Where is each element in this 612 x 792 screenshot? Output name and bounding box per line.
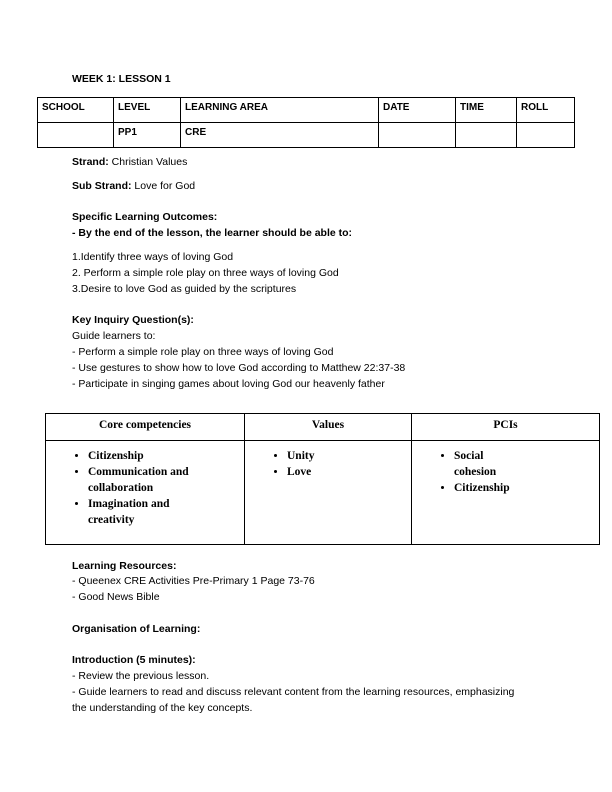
cell-learning-area: CRE [181, 123, 379, 148]
header-roll: ROLL [517, 98, 575, 123]
kiq-line: Guide learners to: [72, 330, 156, 342]
sub-strand-label: Sub Strand: [72, 180, 132, 192]
list-item: • Communication and collaboration [88, 464, 208, 496]
values-cell [245, 441, 412, 545]
kiq-heading: Key Inquiry Question(s): [72, 314, 194, 326]
cell-school [38, 123, 114, 148]
strand-value: Christian Values [108, 156, 188, 168]
list-item: • Unity [287, 448, 410, 464]
introduction-line: - Guide learners to read and discuss relevant content from the learning resources, emphasizing [72, 686, 515, 698]
slo-item: 1.Identify three ways of loving God [72, 251, 234, 263]
core-competencies-list [47, 448, 243, 528]
header-pcis: PCIs [412, 414, 600, 441]
values-list [246, 448, 410, 480]
cell-date [379, 123, 456, 148]
introduction-line: the understanding of the key concepts. [72, 702, 253, 714]
slo-item: 2. Perform a simple role play on three ways of loving God [72, 267, 339, 279]
cell-roll [517, 123, 575, 148]
header-learning-area: LEARNING AREA [181, 98, 379, 123]
competencies-table [45, 413, 600, 545]
pcis-list [413, 448, 598, 496]
core-competencies-cell [46, 441, 245, 545]
organisation-heading: Organisation of Learning: [72, 623, 201, 635]
kiq-line: - Participate in singing games about loving God our heavenly father [72, 378, 385, 390]
resource-item: - Good News Bible [72, 591, 160, 603]
sub-strand-line [72, 178, 195, 194]
header-values: Values [245, 414, 412, 441]
resources-heading: Learning Resources: [72, 560, 177, 572]
info-header-row [38, 98, 575, 123]
header-time: TIME [456, 98, 517, 123]
info-data-row [38, 123, 575, 148]
cell-time [456, 123, 517, 148]
week-title: WEEK 1: LESSON 1 [72, 73, 171, 85]
pcis-cell [412, 441, 600, 545]
cell-level: PP1 [114, 123, 181, 148]
list-item: • Imagination and creativity [88, 496, 188, 528]
introduction-line: - Review the previous lesson. [72, 670, 210, 682]
list-item: • Love [287, 464, 410, 480]
slo-intro: - By the end of the lesson, the learner should be able to: [72, 227, 353, 239]
list-item: • Citizenship [88, 448, 243, 464]
header-school: SCHOOL [38, 98, 114, 123]
header-core-competencies: Core competencies [46, 414, 245, 441]
list-item: • Citizenship [454, 480, 598, 496]
sub-strand-value: Love for God [131, 180, 196, 192]
lesson-info-table [37, 97, 575, 148]
slo-item: 3.Desire to love God as guided by the scriptures [72, 283, 297, 295]
strand-line [72, 154, 187, 170]
introduction-heading: Introduction (5 minutes): [72, 654, 196, 666]
competencies-body-row [46, 441, 600, 545]
competencies-header-row [46, 414, 600, 441]
resource-item: - Queenex CRE Activities Pre-Primary 1 Page 73-76 [72, 575, 315, 587]
kiq-line: - Perform a simple role play on three ways of loving God [72, 346, 334, 358]
kiq-line: - Use gestures to show how to love God according to Matthew 22:37-38 [72, 362, 406, 374]
list-item: • Social cohesion [454, 448, 509, 480]
slo-heading: Specific Learning Outcomes: [72, 211, 218, 223]
strand-label: Strand: [72, 156, 109, 168]
header-date: DATE [379, 98, 456, 123]
header-level: LEVEL [114, 98, 181, 123]
